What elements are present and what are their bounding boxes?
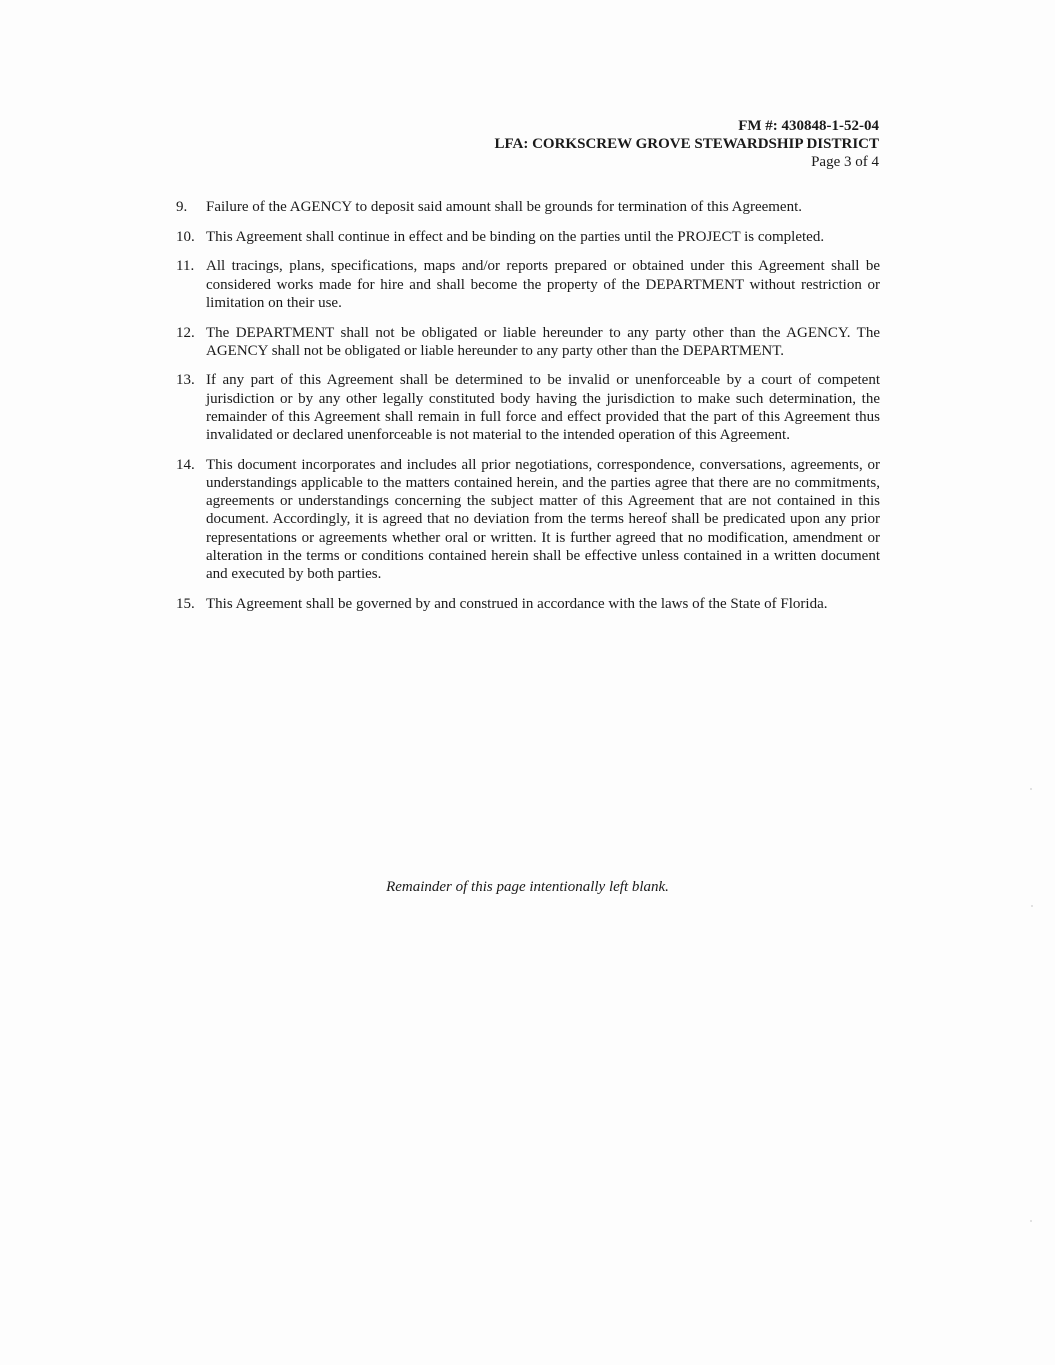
clause-number: 11. — [176, 258, 195, 275]
clause-11 — [176, 257, 880, 312]
clause-number: 12. — [176, 324, 195, 341]
clause-list — [176, 198, 880, 624]
remainder-note: Remainder of this page intentionally left blank. — [386, 879, 669, 895]
clause-10 — [176, 228, 880, 246]
page-number: Page 3 of 4 — [811, 154, 879, 170]
scan-speck — [1031, 905, 1033, 907]
clause-12 — [176, 324, 880, 360]
clause-text: The DEPARTMENT shall not be obligated or liable hereunder to any party other than the AGENCY. The AGENCY shall not be obligated or liable hereunder to any party other than the DEPARTMENT. — [206, 324, 880, 359]
clause-text: All tracings, plans, specifications, maps and/or reports prepared or obtained under this Agreement shall be considered works made for hire and shall become the property of the DEPARTMENT without restriction or limitation on their use. — [206, 258, 880, 311]
scan-speck — [1030, 1220, 1032, 1222]
clause-14 — [176, 456, 880, 583]
clause-text: If any part of this Agreement shall be determined to be invalid or unenforceable by a court of competent jurisdiction or by any other legally constituted body having the jurisdiction to make such determination, the remainder of this Agreement shall remain in full force and effect provided that the part of this Agreement thus invalidated or declared unenforceable is not material to the intended operation of this Agreement. — [206, 372, 880, 444]
clause-number: 14. — [176, 456, 195, 473]
clause-number: 15. — [176, 595, 195, 612]
fm-number: FM #: 430848-1-52-04 — [738, 118, 879, 134]
clause-number: 13. — [176, 372, 195, 389]
clause-text: This document incorporates and includes all prior negotiations, correspondence, conversations, agreements, or understandings applicable to the matters contained herein, and the parties agree that there are no commitments, agreements or understandings concerning the subject matter of this Agreement that are not contained in this document. Accordingly, it is agreed that no deviation from the terms hereof shall be predicated upon any prior representations or agreements whether oral or written. It is further agreed that no modification, amendment or alteration in the terms or conditions contained herein shall be effective unless contained in a written document and executed by both parties. — [206, 456, 880, 582]
clause-text: This Agreement shall continue in effect and be binding on the parties until the PROJECT is completed. — [206, 228, 825, 245]
clause-15 — [176, 595, 880, 613]
lfa-title: LFA: CORKSCREW GROVE STEWARDSHIP DISTRICT — [494, 136, 879, 152]
scan-speck — [1030, 788, 1032, 790]
document-header — [494, 117, 879, 171]
clause-number: 10. — [176, 228, 195, 245]
clause-9 — [176, 198, 880, 216]
clause-13 — [176, 371, 880, 444]
clause-number: 9. — [176, 199, 188, 215]
clause-text: Failure of the AGENCY to deposit said amount shall be grounds for termination of this Agreement. — [206, 199, 803, 215]
clause-text: This Agreement shall be governed by and construed in accordance with the laws of the State of Florida. — [206, 595, 828, 612]
